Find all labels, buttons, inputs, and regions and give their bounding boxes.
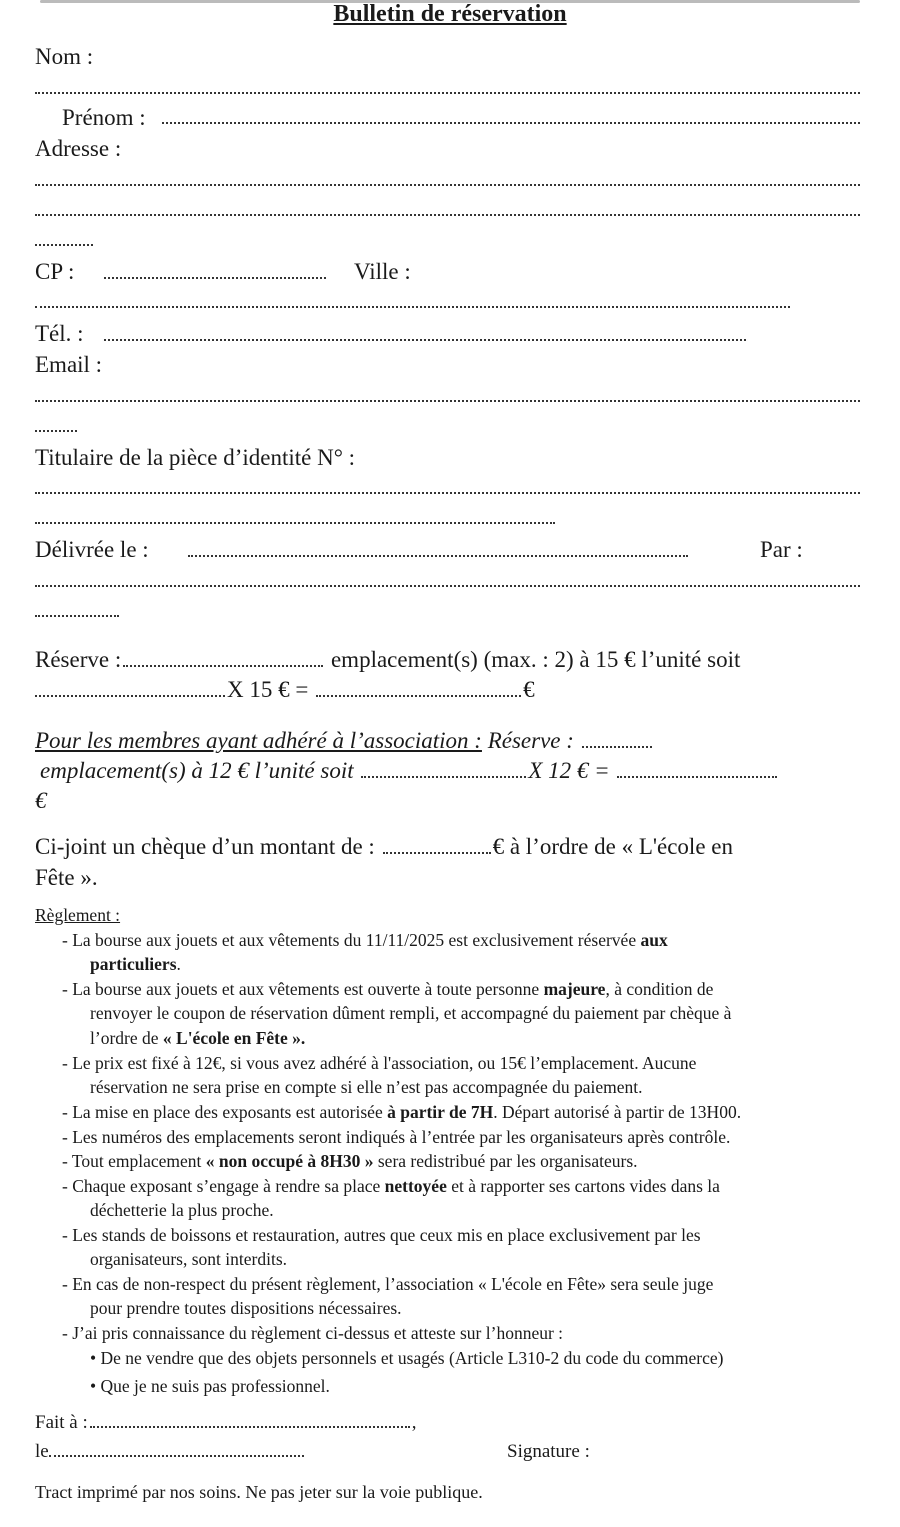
- members-reserve-label: Réserve :: [487, 728, 574, 753]
- attestation-bullet-1: • De ne vendre que des objets personnels et usagés (Article L310-2 du code du commerce): [90, 1348, 724, 1368]
- rule-7-cont: déchetterie la plus proche.: [90, 1200, 274, 1220]
- email-label: Email :: [35, 352, 103, 377]
- reserve-line-1: [35, 646, 740, 674]
- reserve-line-2: [35, 676, 535, 704]
- rule-8-cont: organisateurs, sont interdits.: [90, 1249, 288, 1269]
- nom-label: Nom :: [35, 44, 94, 69]
- rule-1: - La bourse aux jouets et aux vêtements du 11/11/2025 est exclusivement réservée aux: [62, 930, 668, 950]
- rule-3: - Le prix est fixé à 12€, si vous avez adhéré à l'association, ou 15€ l’emplacement. Aucune: [62, 1053, 697, 1073]
- adresse-field-1: [35, 184, 860, 186]
- cheque-amount-field: [383, 852, 491, 854]
- reserve-count-field: [123, 665, 323, 667]
- members-total-field: [617, 776, 777, 778]
- par-field-2: [35, 615, 119, 617]
- reserve-label: Réserve :: [35, 647, 122, 672]
- cheque-label: Ci-joint un chèque d’un montant de :: [35, 834, 375, 859]
- rule-2: - La bourse aux jouets et aux vêtements est ouverte à toute personne majeure, à condition de: [62, 979, 714, 999]
- page-title: Bulletin de réservation: [333, 1, 567, 27]
- email-field-1: [35, 400, 860, 402]
- members-line-2: [40, 757, 779, 785]
- members-reserve-field: [582, 746, 652, 748]
- rule-4: - La mise en place des exposants est autorisée à partir de 7H. Départ autorisé à partir de 13H00.: [62, 1102, 742, 1122]
- euro-sign: €: [523, 677, 535, 702]
- rule-7: - Chaque exposant s’engage à rendre sa place nettoyée et à rapporter ses cartons vides dans la: [62, 1176, 720, 1196]
- attestation-bullet-2: • Que je ne suis pas professionnel.: [90, 1376, 330, 1396]
- reglement-heading: Règlement :: [35, 905, 121, 925]
- members-qty-field: [361, 776, 526, 778]
- ville-label: Ville :: [354, 259, 411, 284]
- cheque-line-2: Fête ».: [35, 865, 98, 890]
- par-field-1: [35, 585, 860, 587]
- tel-field: [104, 339, 746, 341]
- titulaire-field-2: [35, 522, 555, 524]
- rule-8: - Les stands de boissons et restauration, autres que ceux mis en place exclusivement par les: [62, 1225, 701, 1245]
- cheque-line-1: [35, 833, 733, 861]
- delivree-field: [188, 555, 688, 557]
- members-text: emplacement(s) à 12 € l’unité soit: [40, 758, 354, 783]
- email-field-2: [35, 430, 77, 432]
- reserve-text: emplacement(s) (max. : 2) à 15 € l’unité soit: [330, 647, 741, 672]
- adresse-label: Adresse :: [35, 136, 122, 161]
- prenom-field: [162, 122, 860, 124]
- rule-1-cont: particuliers.: [90, 954, 181, 974]
- par-label: Par :: [760, 537, 803, 562]
- rule-2-cont: renvoyer le coupon de réservation dûment rempli, et accompagné du paiement par chèque à: [90, 1003, 732, 1023]
- members-euro: €: [35, 788, 47, 813]
- reserve-total-field: [316, 695, 521, 697]
- members-multiplier: X 12 € =: [528, 758, 610, 783]
- rule-3-cont: réservation ne sera prise en compte si elle n’est pas accompagnée du paiement.: [90, 1077, 643, 1097]
- tel-label: Tél. :: [35, 321, 84, 346]
- fait-field: [90, 1426, 410, 1428]
- rule-10: - J’ai pris connaissance du règlement ci-dessus et atteste sur l’honneur :: [62, 1323, 564, 1343]
- members-heading: Pour les membres ayant adhéré à l’association :: [35, 728, 482, 753]
- cp-field: [104, 277, 326, 279]
- titulaire-field-1: [35, 492, 860, 494]
- adresse-field-3: [35, 244, 93, 246]
- rule-2-cont2: l’ordre de « L'école en Fête ».: [90, 1028, 306, 1048]
- rule-6: - Tout emplacement « non occupé à 8H30 » sera redistribué par les organisateurs.: [62, 1151, 638, 1171]
- le-label: le: [35, 1441, 49, 1462]
- tract-notice: Tract imprimé par nos soins. Ne pas jeter sur la voie publique.: [35, 1482, 483, 1502]
- reserve-qty-field: [35, 695, 225, 697]
- date-line: [35, 1440, 306, 1464]
- reserve-multiplier: X 15 € =: [227, 677, 309, 702]
- rule-9: - En cas de non-respect du présent règlement, l’association « L'école en Fête» sera seule juge: [62, 1274, 714, 1294]
- adresse-field-2: [35, 214, 860, 216]
- nom-field: [35, 92, 860, 94]
- ville-field: [35, 306, 790, 308]
- members-line-1: [35, 727, 654, 755]
- delivree-label: Délivrée le :: [35, 537, 149, 562]
- fait-line: Fait à : ,: [35, 1412, 417, 1433]
- cheque-order: € à l’ordre de « L'école en: [492, 834, 733, 859]
- cp-label: CP :: [35, 259, 75, 284]
- titulaire-label: Titulaire de la pièce d’identité N° :: [35, 445, 356, 470]
- date-field: [49, 1455, 304, 1457]
- rule-9-cont: pour prendre toutes dispositions nécessaires.: [90, 1298, 402, 1318]
- rule-5: - Les numéros des emplacements seront indiqués à l’entrée par les organisateurs après contrôle.: [62, 1127, 731, 1147]
- prenom-label: Prénom :: [62, 105, 146, 130]
- signature-label: Signature :: [507, 1441, 590, 1462]
- fait-label: Fait à :: [35, 1412, 88, 1433]
